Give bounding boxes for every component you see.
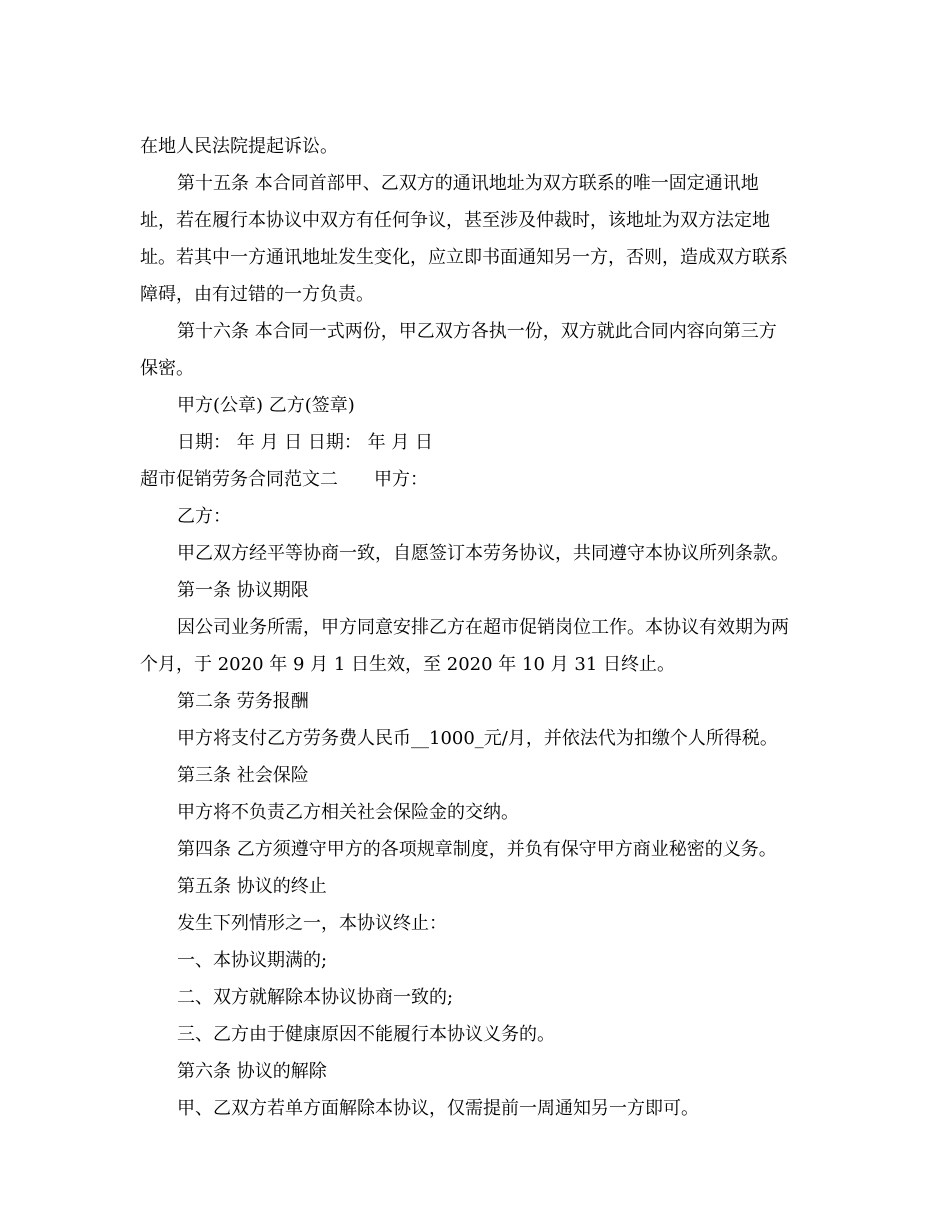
document-body xyxy=(140,128,812,1127)
paragraph-line: 在地人民法院提起诉讼。 xyxy=(140,136,338,157)
section-title: 超市促销劳务合同范文二 xyxy=(140,469,338,490)
paragraph-line: 甲方将支付乙方劳务费人民币__1000_元/月，并依法代为扣缴个人所得税。 xyxy=(177,728,778,749)
paragraph-line: 址，若在履行本协议中双方有任何争议，甚至涉及仲裁时，该地址为双方法定地 xyxy=(140,210,770,231)
list-item: 二、双方就解除本协议协商一致的; xyxy=(177,987,454,1008)
paragraph-line: 发生下列情形之一，本协议终止： xyxy=(177,913,447,934)
paragraph-line: 址。若其中一方通讯地址发生变化，应立即书面通知另一方，否则，造成双方联系 xyxy=(140,247,788,268)
signature-line: 甲方(公章) 乙方(签章) xyxy=(177,395,355,416)
list-item: 一、本协议期满的; xyxy=(177,950,328,971)
paragraph-line: 个月，于 2020 年 9 月 1 日生效，至 2020 年 10 月 31 日终止。 xyxy=(140,654,675,675)
party-a-label: 甲方： xyxy=(374,469,428,490)
list-item: 三、乙方由于健康原因不能履行本协议义务的。 xyxy=(177,1024,555,1045)
paragraph-line: 障碍，由有过错的一方负责。 xyxy=(140,284,374,305)
paragraph-line: 第十六条 本合同一式两份，甲乙双方各执一份，双方就此合同内容向第三方 xyxy=(177,321,777,342)
article-heading: 第三条 社会保险 xyxy=(177,765,309,786)
paragraph-line: 甲乙双方经平等协商一致，自愿签订本劳务协议，共同遵守本协议所列条款。 xyxy=(177,543,789,564)
paragraph-line: 保密。 xyxy=(140,358,194,379)
paragraph-line: 甲、乙双方若单方面解除本协议，仅需提前一周通知另一方即可。 xyxy=(177,1098,699,1119)
party-b-label: 乙方： xyxy=(177,506,231,527)
article-heading: 第二条 劳务报酬 xyxy=(177,691,309,712)
article-heading: 第五条 协议的终止 xyxy=(177,876,327,897)
article-heading: 第一条 协议期限 xyxy=(177,580,309,601)
section-title-line xyxy=(140,461,812,498)
paragraph-line: 第十五条 本合同首部甲、乙双方的通讯地址为双方联系的唯一固定通讯地 xyxy=(177,173,759,194)
paragraph-line: 因公司业务所需，甲方同意安排乙方在超市促销岗位工作。本协议有效期为两 xyxy=(177,617,789,638)
article-heading: 第六条 协议的解除 xyxy=(177,1061,327,1082)
date-line: 日期： 年 月 日 日期： 年 月 日 xyxy=(177,432,434,453)
article-heading: 第四条 乙方须遵守甲方的各项规章制度，并负有保守甲方商业秘密的义务。 xyxy=(177,839,777,860)
paragraph-line: 甲方将不负责乙方相关社会保险金的交纳。 xyxy=(177,802,519,823)
